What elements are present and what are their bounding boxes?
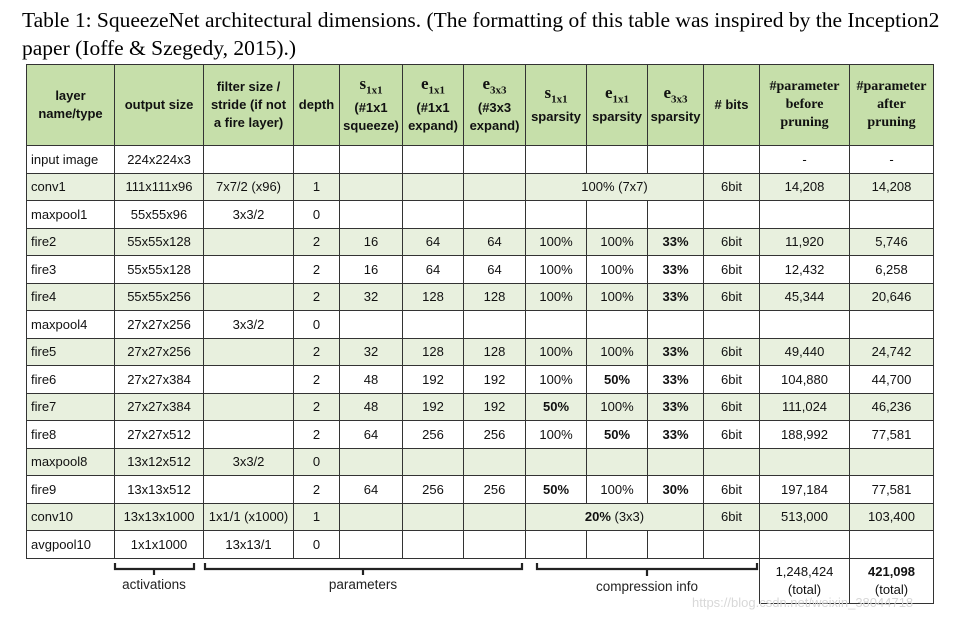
cell-s1x1-sparsity: 100% — [526, 421, 587, 449]
cell-layer-name: avgpool10 — [27, 531, 115, 559]
cell-output-size: 13x13x512 — [115, 476, 204, 504]
watermark-text: https://blog.csdn.net/weixin_38044718 — [692, 595, 914, 610]
cell-bits: 6bit — [704, 476, 760, 504]
cell-s1x1-sparsity: 50% — [526, 476, 587, 504]
header-e1x1-symbol: $e_{1x1}$ — [420, 73, 446, 97]
cell-e3x3: 256 — [464, 476, 526, 504]
header-e1x1-desc: (#1x1 expand) — [408, 100, 458, 134]
cell-e3x3-sparsity: 33% — [648, 256, 704, 284]
cell-output-size: 55x55x128 — [115, 256, 204, 284]
cell-output-size: 111x111x96 — [115, 173, 204, 201]
cell-e3x3-sparsity: 33% — [648, 228, 704, 256]
cell-params-after: 24,742 — [850, 338, 934, 366]
cell-params-after: 44,700 — [850, 366, 934, 394]
cell-output-size: 27x27x512 — [115, 421, 204, 449]
sparsity-value: 100% (7x7) — [581, 179, 648, 195]
cell-layer-name: conv10 — [27, 503, 115, 531]
cell-output-size: 27x27x256 — [115, 311, 204, 339]
cell-output-size: 13x13x1000 — [115, 503, 204, 531]
cell-e1x1: 256 — [403, 476, 464, 504]
cell-depth: 2 — [294, 338, 340, 366]
header-e3x3-desc: (#3x3 expand) — [469, 100, 520, 134]
cell-params-after: 77,581 — [850, 476, 934, 504]
cell-e1x1: 128 — [403, 338, 464, 366]
cell-bits: 6bit — [704, 503, 760, 531]
cell-params-after: 103,400 — [850, 503, 934, 531]
cell-e1x1: 192 — [403, 393, 464, 421]
header-filter-size: filter size / stride (if not a fire layer) — [204, 65, 294, 146]
cell-depth: 2 — [294, 256, 340, 284]
cell-layer-name: maxpool1 — [27, 201, 115, 229]
header-e1x1-sparsity-symbol: $e_{1x1}$ — [604, 82, 630, 106]
cell-depth: 0 — [294, 531, 340, 559]
cell-params-after: 6,258 — [850, 256, 934, 284]
cell-e1x1: 256 — [403, 421, 464, 449]
cell-layer-name: fire3 — [27, 256, 115, 284]
cell-bits: 6bit — [704, 393, 760, 421]
cell-s1x1: 64 — [340, 476, 403, 504]
cell-s1x1: 16 — [340, 228, 403, 256]
cell-e1x1-sparsity: 50% — [587, 421, 648, 449]
cell-output-size: 1x1x1000 — [115, 531, 204, 559]
compression-brace — [537, 563, 757, 576]
cell-output-size: 55x55x256 — [115, 283, 204, 311]
cell-layer-name: maxpool4 — [27, 311, 115, 339]
cell-output-size: 55x55x128 — [115, 228, 204, 256]
cell-params-before: 12,432 — [760, 256, 850, 284]
cell-e3x3: 128 — [464, 283, 526, 311]
cell-layer-name: fire8 — [27, 421, 115, 449]
cell-e3x3-sparsity: 33% — [648, 393, 704, 421]
cell-s1x1-sparsity: 50% — [526, 393, 587, 421]
cell-params-before: 45,344 — [760, 283, 850, 311]
cell-e1x1: 192 — [403, 366, 464, 394]
cell-params-before: 49,440 — [760, 338, 850, 366]
cell-e1x1-sparsity: 100% — [587, 476, 648, 504]
header-e3x3-sparsity-desc: sparsity — [650, 109, 701, 125]
compression-info-label: compression info — [595, 579, 699, 594]
sparsity-value: 20% — [584, 509, 611, 525]
cell-s1x1: 48 — [340, 393, 403, 421]
sparsity-kernel: (3x3) — [610, 509, 645, 525]
cell-params-before: 111,024 — [760, 393, 850, 421]
cell-e3x3-sparsity: 33% — [648, 366, 704, 394]
cell-filter-size: 3x3/2 — [204, 311, 294, 339]
cell-params-after: 20,646 — [850, 283, 934, 311]
cell-params-before: 104,880 — [760, 366, 850, 394]
cell-s1x1-sparsity: 100% — [526, 283, 587, 311]
cell-s1x1: 32 — [340, 283, 403, 311]
cell-filter-size: 3x3/2 — [204, 201, 294, 229]
cell-output-size: 224x224x3 — [115, 146, 204, 174]
cell-e3x3: 192 — [464, 366, 526, 394]
cell-e3x3: 256 — [464, 421, 526, 449]
cell-output-size: 27x27x256 — [115, 338, 204, 366]
cell-layer-name: fire7 — [27, 393, 115, 421]
cell-bits: 6bit — [704, 366, 760, 394]
cell-filter-size: 13x13/1 — [204, 531, 294, 559]
cell-params-before: 11,920 — [760, 228, 850, 256]
cell-e3x3: 192 — [464, 393, 526, 421]
cell-bits: 6bit — [704, 283, 760, 311]
cell-bits: 6bit — [704, 256, 760, 284]
cell-depth: 2 — [294, 393, 340, 421]
cell-bits: 6bit — [704, 338, 760, 366]
cell-layer-name: fire4 — [27, 283, 115, 311]
cell-bits: 6bit — [704, 421, 760, 449]
parameters-brace — [205, 563, 522, 575]
cell-depth: 0 — [294, 311, 340, 339]
cell-params-before: 188,992 — [760, 421, 850, 449]
cell-params-before: 197,184 — [760, 476, 850, 504]
cell-s1x1: 16 — [340, 256, 403, 284]
cell-params-after: 77,581 — [850, 421, 934, 449]
cell-s1x1: 48 — [340, 366, 403, 394]
cell-e1x1: 64 — [403, 228, 464, 256]
cell-layer-name: fire2 — [27, 228, 115, 256]
cell-filter-size: 3x3/2 — [204, 448, 294, 476]
cell-params-after: 14,208 — [850, 173, 934, 201]
header-e3x3-sparsity-symbol: $e_{3x3}$ — [663, 82, 688, 106]
cell-params-after: 46,236 — [850, 393, 934, 421]
cell-s1x1-sparsity: 100% — [526, 338, 587, 366]
cell-layer-name: maxpool8 — [27, 448, 115, 476]
total-params-after-label: (total) — [874, 581, 909, 597]
parameters-label: parameters — [328, 577, 398, 592]
cell-e3x3: 64 — [464, 256, 526, 284]
cell-e3x3-sparsity: 33% — [648, 283, 704, 311]
cell-e1x1: 64 — [403, 256, 464, 284]
cell-e3x3: 64 — [464, 228, 526, 256]
cell-output-size: 13x12x512 — [115, 448, 204, 476]
cell-e1x1-sparsity: 100% — [587, 256, 648, 284]
cell-s1x1: 64 — [340, 421, 403, 449]
cell-depth: 2 — [294, 283, 340, 311]
cell-depth: 2 — [294, 476, 340, 504]
header-output-size: output size — [115, 65, 204, 146]
cell-e1x1-sparsity: 100% — [587, 338, 648, 366]
cell-output-size: 27x27x384 — [115, 366, 204, 394]
header-s1x1-symbol: $s_{1x1}$ — [359, 73, 383, 97]
cell-params-before: 513,000 — [760, 503, 850, 531]
header-s1x1-sparsity-symbol: $s_{1x1}$ — [544, 82, 568, 106]
cell-output-size: 55x55x96 — [115, 201, 204, 229]
cell-e1x1-sparsity: 100% — [587, 228, 648, 256]
cell-depth: 0 — [294, 201, 340, 229]
header-s1x1-sparsity-desc: sparsity — [531, 109, 581, 125]
cell-params-before: - — [760, 146, 850, 174]
cell-e3x3-sparsity: 33% — [648, 338, 704, 366]
total-params-before-number: 1,248,424 — [775, 563, 834, 579]
cell-e3x3-sparsity: 33% — [648, 421, 704, 449]
cell-depth: 2 — [294, 366, 340, 394]
cell-e1x1-sparsity: 100% — [587, 283, 648, 311]
cell-params-after: - — [850, 146, 934, 174]
cell-e3x3-sparsity: 30% — [648, 476, 704, 504]
header-params-after: #parameter after pruning — [850, 65, 934, 146]
cell-depth: 2 — [294, 228, 340, 256]
header-e3x3-symbol: $e_{3x3}$ — [482, 73, 507, 97]
cell-depth: 1 — [294, 503, 340, 531]
cell-layer-name: fire6 — [27, 366, 115, 394]
header-depth: depth — [294, 65, 340, 146]
cell-e1x1: 128 — [403, 283, 464, 311]
cell-e3x3: 128 — [464, 338, 526, 366]
cell-bits: 6bit — [704, 173, 760, 201]
cell-layer-name: input image — [27, 146, 115, 174]
cell-s1x1: 32 — [340, 338, 403, 366]
cell-s1x1-sparsity: 100% — [526, 256, 587, 284]
cell-e1x1-sparsity: 100% — [587, 393, 648, 421]
header-params-before: #parameter before pruning — [760, 65, 850, 146]
header-layer: layer name/type — [27, 65, 115, 146]
cell-filter-size: 1x1/1 (x1000) — [204, 503, 294, 531]
cell-layer-name: fire9 — [27, 476, 115, 504]
cell-params-before: 14,208 — [760, 173, 850, 201]
cell-bits: 6bit — [704, 228, 760, 256]
header-e1x1-sparsity-desc: sparsity — [592, 109, 642, 125]
cell-params-after: 5,746 — [850, 228, 934, 256]
header-s1x1-desc: (#1x1 squeeze) — [343, 100, 399, 134]
cell-depth: 2 — [294, 421, 340, 449]
cell-layer-name: conv1 — [27, 173, 115, 201]
header-bits: # bits — [704, 65, 760, 146]
cell-depth: 1 — [294, 173, 340, 201]
activations-label: activations — [122, 577, 186, 592]
cell-layer-name: fire5 — [27, 338, 115, 366]
cell-output-size: 27x27x384 — [115, 393, 204, 421]
cell-s1x1-sparsity: 100% — [526, 228, 587, 256]
cell-e1x1-sparsity: 50% — [587, 366, 648, 394]
table-caption: Table 1: SqueezeNet architectural dimensions. (The formatting of this table was inspired by the Inception2 paper (Ioffe & Szegedy, 2015).) — [22, 8, 940, 60]
total-params-before-label: (total) — [787, 581, 822, 597]
total-params-after-number: 421,098 — [868, 563, 915, 579]
activations-brace — [115, 563, 194, 575]
cell-depth: 0 — [294, 448, 340, 476]
cell-filter-size: 7x7/2 (x96) — [204, 173, 294, 201]
cell-s1x1-sparsity: 100% — [526, 366, 587, 394]
